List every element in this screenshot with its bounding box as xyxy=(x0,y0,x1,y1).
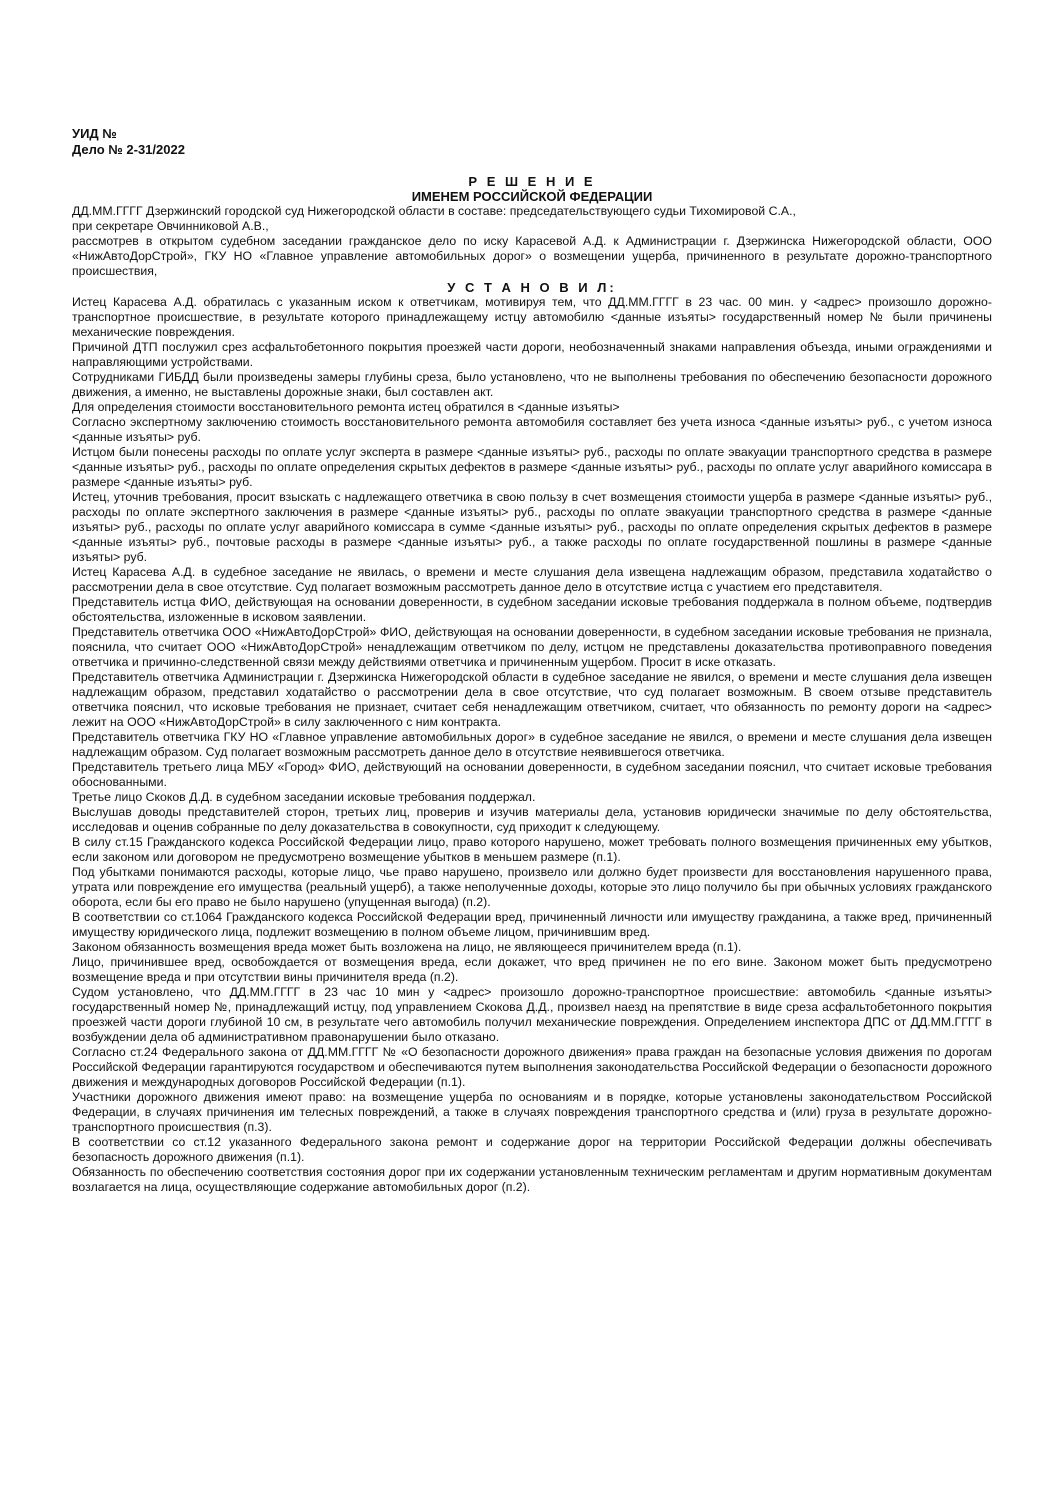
body-paragraph: Под убытками понимаются расходы, которые лицо, чье право нарушено, произвело или должно будет произвести для восстановления нарушенного права, утрата или повреждение его имущества (реальный ущерб), а также неполученные доходы, которые это лицо получило бы при обычных условиях гражданского оборота, если бы его право не было нарушено (упущенная выгода) (п.2). xyxy=(72,865,992,909)
body-paragraph: Истец, уточнив требования, просит взыскать с надлежащего ответчика в свою пользу в счет возмещения стоимости ущерба в размере <данные изъяты> руб., расходы по оплате экспертного заключения в размере <данные изъяты> руб., расходы по оплате эвакуации транспортного средства в размере <данные изъяты> руб., расходы по оплате услуг аварийного комиссара в сумме <данные изъяты> руб., расходы по оплате определения скрытых дефектов в размере <данные изъяты> руб., почтовые расходы в размере <данные изъяты> руб., а также расходы по оплате государственной пошлины в размере <данные изъяты> руб. xyxy=(72,490,992,564)
document-page xyxy=(72,126,992,1195)
body-paragraph: Причиной ДТП послужил срез асфальтобетонного покрытия проезжей части дороги, необозначенный знаками направления объезда, иными ограждениями и направляющими устройствами. xyxy=(72,340,992,369)
header-paragraph: ДД.ММ.ГГГГ Дзержинский городской суд Нижегородской области в составе: председательствующего судьи Тихомировой С.А., xyxy=(72,204,796,218)
body-paragraph: Истец Карасева А.Д. в судебное заседание не явилась, о времени и месте слушания дела извещена надлежащим образом, представила ходатайство о рассмотрении дела в свое отсутствие. Суд полагает возможным рассмотреть данное дело в отсутствие истца с участием его представителя. xyxy=(72,565,992,594)
document-body xyxy=(72,295,992,1195)
decision-title: Р Е Ш Е Н И Е xyxy=(468,174,596,189)
body-paragraph: Третье лицо Скоков Д.Д. в судебном заседании исковые требования поддержал. xyxy=(72,790,536,804)
body-paragraph: Представитель ответчика Администрации г. Дзержинска Нижегородской области в судебное заседание не явился, о времени и месте слушания дела извещен надлежащим образом, представил ходатайство о рассмотрении дела в свое отсутствие, что суд полагает возможным. В своем отзыве представитель ответчика пояснил, что исковые требования не признает, считает себя ненадлежащим ответчиком, считает, что обязанность по ремонту дороги на <адрес> лежит на ООО «НижАвтоДорСтрой» в силу заключенного с ним контракта. xyxy=(72,670,992,729)
body-paragraph: Согласно ст.24 Федерального закона от ДД.ММ.ГГГГ № «О безопасности дорожного движения» права граждан на безопасные условия движения по дорогам Российской Федерации гарантируются государством и обеспечиваются путем выполнения законодательства Российской Федерации о безопасности дорожного движения и международных договоров Российской Федерации (п.1). xyxy=(72,1045,992,1089)
body-paragraph: Участники дорожного движения имеют право: на возмещение ущерба по основаниям и в порядке, которые установлены законодательством Российской Федерации, в случаях причинения им телесных повреждений, а также в случаях повреждения транспортного средства и (или) груза в результате дорожно-транспортного происшествия (п.3). xyxy=(72,1090,992,1134)
body-paragraph: В соответствии со ст.12 указанного Федерального закона ремонт и содержание дорог на территории Российской Федерации должны обеспечивать безопасность дорожного движения (п.1). xyxy=(72,1135,992,1164)
body-paragraph: Согласно экспертному заключению стоимость восстановительного ремонта автомобиля составляет без учета износа <данные изъяты> руб., с учетом износа <данные изъяты> руб. xyxy=(72,415,992,444)
body-paragraph: Судом установлено, что ДД.ММ.ГГГГ в 23 час 10 мин у <адрес> произошло дорожно-транспортное происшествие: автомобиль <данные изъяты> государственный номер №, принадлежащий истцу, под управлением Скокова Д.Д., произвел наезд на препятствие в виде среза асфальтобетонного покрытия проезжей части дороги глубиной 10 см, в результате чего автомобиль получил механические повреждения. Определением инспектора ДПС от ДД.ММ.ГГГГ в возбуждении дела об административном правонарушении было отказано. xyxy=(72,985,992,1044)
body-paragraph: Обязанность по обеспечению соответствия состояния дорог при их содержании установленным техническим регламентам и другим нормативным документам возлагается на лица, осуществляющие содержание автомобильных дорог (п.2). xyxy=(72,1165,992,1194)
body-paragraph: В соответствии со ст.1064 Гражданского кодекса Российской Федерации вред, причиненный личности или имуществу гражданина, а также вред, причиненный имуществу юридического лица, подлежит возмещению в полном объеме лицом, причинившим вред. xyxy=(72,910,992,939)
header-paragraph: при секретаре Овчинниковой А.В., xyxy=(72,219,269,233)
body-paragraph: Истцом были понесены расходы по оплате услуг эксперта в размере <данные изъяты> руб., расходы по оплате эвакуации транспортного средства в размере <данные изъяты> руб., расходы по оплате определения скрытых дефектов в размере <данные изъяты> руб., расходы по оплате услуг аварийного комиссара в размере <данные изъяты> руб. xyxy=(72,445,992,489)
body-paragraph: Выслушав доводы представителей сторон, третьих лиц, проверив и изучив материалы дела, установив юридически значимые по делу обстоятельства, исследовав и оценив собранные по делу доказательства в совокупности, суд приходит к следующему. xyxy=(72,805,992,834)
uid-line: УИД № xyxy=(72,126,117,141)
header-paragraph: рассмотрев в открытом судебном заседании гражданское дело по иску Карасевой А.Д. к Администрации г. Дзержинска Нижегородской области, ООО «НижАвтоДорСтрой», ГКУ НО «Главное управление автомобильных дорог» о возмещении ущерба, причиненного в результате дорожно-транспортного происшествия, xyxy=(72,234,992,278)
header-block xyxy=(72,204,992,279)
body-paragraph: Представитель ответчика ГКУ НО «Главное управление автомобильных дорог» в судебное заседание не явился, о времени и месте слушания дела извещен надлежащим образом. Суд полагает возможным рассмотреть данное дело в отсутствие неявившегося ответчика. xyxy=(72,730,992,759)
body-paragraph: В силу ст.15 Гражданского кодекса Российской Федерации лицо, право которого нарушено, может требовать полного возмещения причиненных ему убытков, если законом или договором не предусмотрено возмещение убытков в меньшем размере (п.1). xyxy=(72,835,992,864)
body-paragraph: Представитель третьего лица МБУ «Город» ФИО, действующий на основании доверенности, в судебном заседании пояснил, что считает исковые требования обоснованными. xyxy=(72,760,992,789)
body-paragraph: Истец Карасева А.Д. обратилась с указанным иском к ответчикам, мотивируя тем, что ДД.ММ.ГГГГ в 23 час. 00 мин. у <адрес> произошло дорожно-транспортное происшествие, в результате которого принадлежащему истцу автомобилю <данные изъяты> государственный номер № были причинены механические повреждения. xyxy=(72,295,992,339)
case-meta xyxy=(72,126,992,158)
body-paragraph: Законом обязанность возмещения вреда может быть возложена на лицо, не являющееся причинителем вреда (п.1). xyxy=(72,940,742,954)
body-paragraph: Лицо, причинившее вред, освобождается от возмещения вреда, если докажет, что вред причинен не по его вине. Законом может быть предусмотрено возмещение вреда и при отсутствии вины причинителя вреда (п.2). xyxy=(72,955,992,984)
body-paragraph: Сотрудниками ГИБДД были произведены замеры глубины среза, было установлено, что не выполнены требования по обеспечению безопасности дорожного движения, а именно, не выставлены дорожные знаки, был составлен акт. xyxy=(72,370,992,399)
body-paragraph: Для определения стоимости восстановительного ремонта истец обратился в <данные изъяты> xyxy=(72,400,620,414)
case-number: Дело № 2-31/2022 xyxy=(72,142,185,157)
section-heading: У С Т А Н О В И Л: xyxy=(447,280,617,295)
body-paragraph: Представитель ответчика ООО «НижАвтоДорСтрой» ФИО, действующая на основании доверенности, в судебном заседании исковые требования не признала, пояснила, что считает ООО «НижАвтоДорСтрой» ненадлежащим ответчиком по делу, истцом не представлены доказательства противоправного поведения ответчика и причинно-следственной связи между действиями ответчика и причиненным ущербом. Просит в иске отказать. xyxy=(72,625,992,669)
federation-title: ИМЕНЕМ РОССИЙСКОЙ ФЕДЕРАЦИИ xyxy=(411,189,653,204)
body-paragraph: Представитель истца ФИО, действующая на основании доверенности, в судебном заседании исковые требования поддержала в полном объеме, подтвердив обстоятельства, изложенные в исковом заявлении. xyxy=(72,595,992,624)
